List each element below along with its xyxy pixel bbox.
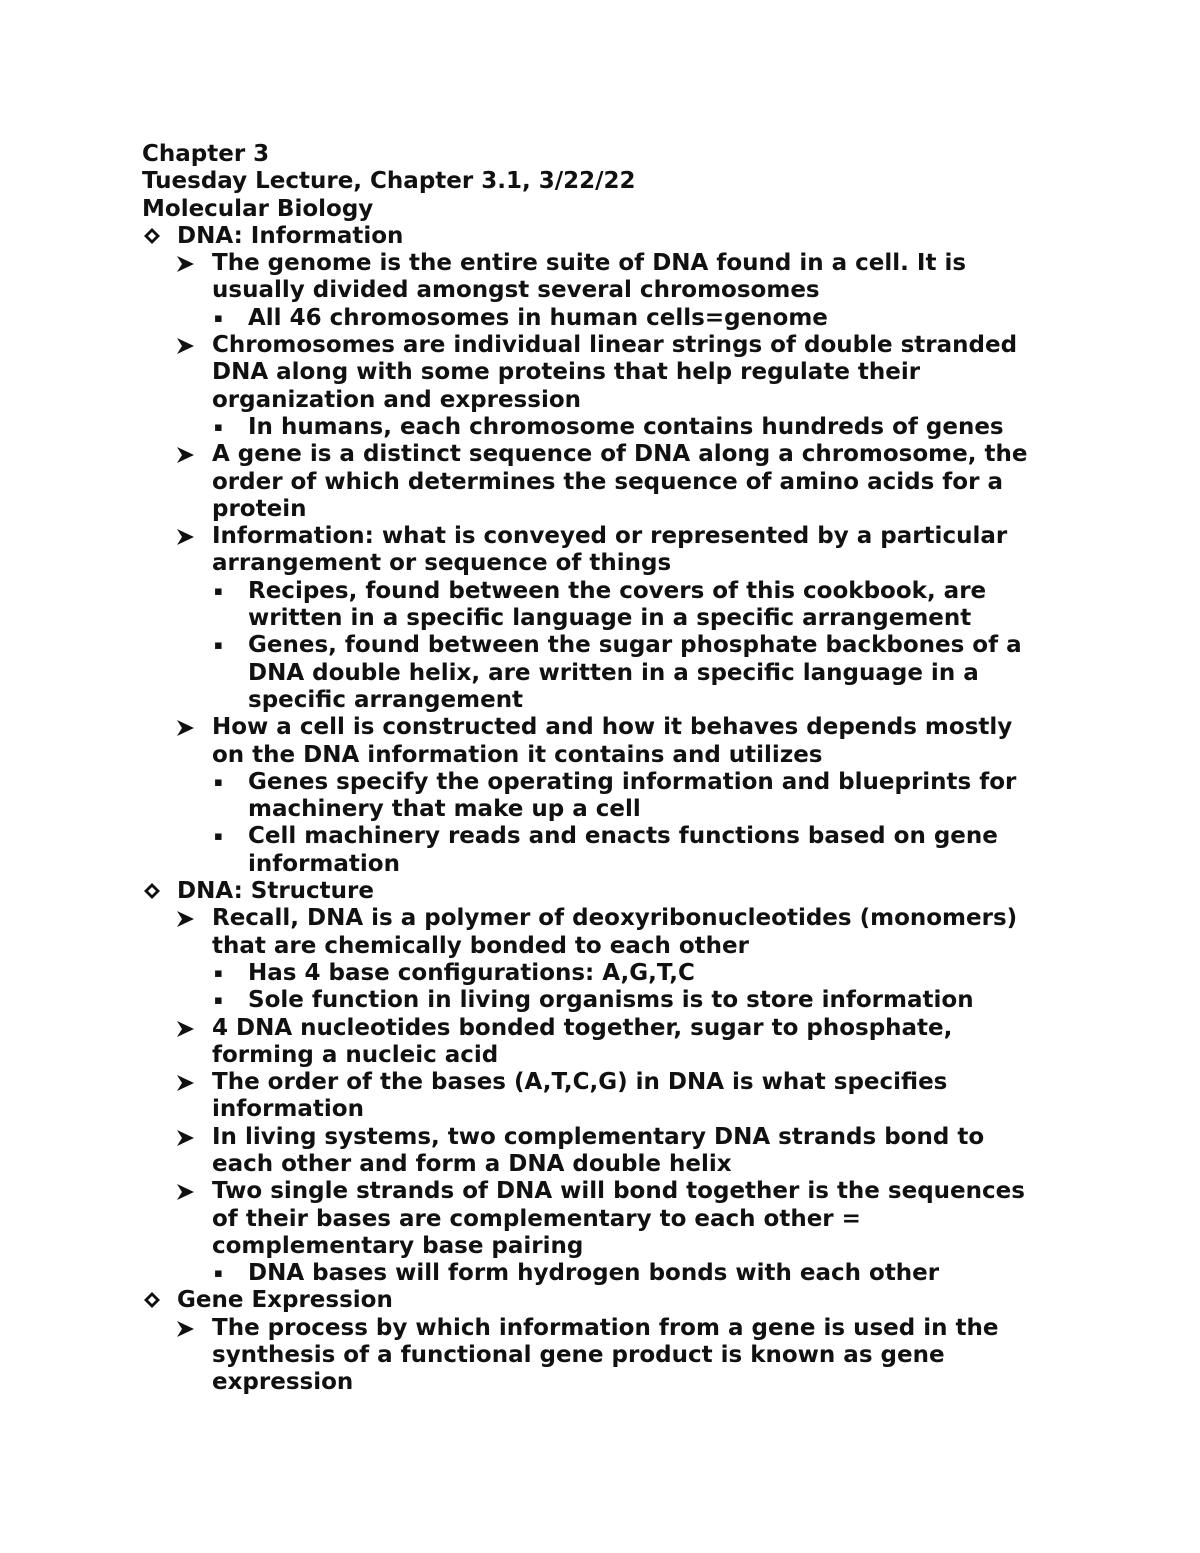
diamond-bullet-icon (143, 223, 161, 245)
sub-list-item-text: Genes specify the operating information and blueprints for (248, 768, 1017, 795)
list-item-text: that are chemically bonded to each other (212, 932, 749, 959)
course-title: Molecular Biology (142, 195, 374, 222)
list-item (142, 1015, 1062, 1070)
square-bullet-icon: ▪ (214, 965, 223, 981)
section (142, 223, 1062, 250)
diamond-bullet-icon (143, 878, 161, 900)
list-item-text: complementary base pairing (212, 1232, 584, 1259)
arrow-bullet-icon (176, 1315, 196, 1338)
sub-list-item-text: written in a specific language in a specific arrangement (248, 605, 972, 632)
arrow-bullet-icon (176, 441, 196, 464)
list-item-text: A gene is a distinct sequence of DNA along a chromosome, the (212, 441, 1028, 468)
sub-list-item-text: Has 4 base configurations: A,G,T,C (248, 959, 695, 986)
arrow-bullet-icon (176, 250, 196, 273)
arrow-bullet-icon (176, 523, 196, 546)
section (142, 878, 1062, 905)
list-item-text: DNA along with some proteins that help regulate their (212, 359, 921, 386)
diamond-bullet-icon (143, 1287, 161, 1309)
list-item-text: The process by which information from a gene is used in the (212, 1314, 999, 1341)
square-bullet-icon: ▪ (214, 829, 223, 845)
square-bullet-icon: ▪ (214, 1266, 223, 1282)
list-item (142, 905, 1062, 960)
list-item-text: organization and expression (212, 386, 581, 413)
sub-list-item-text: All 46 chromosomes in human cells=genome (248, 304, 828, 331)
list-item-text: on the DNA information it contains and utilizes (212, 741, 823, 768)
sub-list-item-text: information (248, 850, 400, 877)
sub-list-item-text: machinery that make up a cell (248, 796, 641, 823)
chapter-heading: Chapter 3 (142, 141, 270, 167)
list-item-text: order of which determines the sequence of amino acids for a (212, 468, 1003, 495)
square-bullet-icon: ▪ (214, 419, 223, 435)
sub-list-item-text: DNA double helix, are written in a specific language in a (248, 659, 979, 686)
section (142, 1287, 1062, 1314)
list-item (142, 523, 1062, 578)
outline (142, 223, 1062, 1397)
list-item-text: Two single strands of DNA will bond together is the sequences (212, 1178, 1025, 1205)
sub-list-item (142, 960, 1062, 987)
arrow-bullet-icon (176, 714, 196, 737)
list-item (142, 250, 1062, 305)
arrow-bullet-icon (176, 905, 196, 928)
list-item-text: expression (212, 1369, 354, 1396)
list-item-text: forming a nucleic acid (212, 1041, 499, 1068)
list-item-text: Recall, DNA is a polymer of deoxyribonucleotides (monomers) (212, 905, 1018, 932)
arrow-bullet-icon (176, 1069, 196, 1092)
square-bullet-icon: ▪ (214, 993, 223, 1009)
list-item (142, 1069, 1062, 1124)
square-bullet-icon: ▪ (214, 774, 223, 790)
lecture-notes-page (142, 141, 1062, 1397)
sub-list-item (142, 987, 1062, 1014)
section-title: DNA: Information (177, 222, 404, 249)
list-item-text: The order of the bases (A,T,C,G) in DNA is what specifies (212, 1069, 948, 1096)
list-item (142, 714, 1062, 769)
list-item-text: Information: what is conveyed or represented by a particular (212, 523, 1008, 550)
list-item (142, 1178, 1062, 1260)
list-item-text: protein (212, 495, 307, 522)
list-item-text: How a cell is constructed and how it behaves depends mostly (212, 714, 1013, 741)
sub-list-item (142, 823, 1062, 878)
sub-list-item-text: Recipes, found between the covers of this cookbook, are (248, 577, 987, 604)
list-item-text: In living systems, two complementary DNA strands bond to (212, 1123, 985, 1150)
list-item (142, 441, 1062, 523)
sub-list-item-text: Cell machinery reads and enacts functions based on gene (248, 823, 998, 850)
sub-list-item-text: In humans, each chromosome contains hundreds of genes (248, 413, 1004, 440)
sub-list-item-text: specific arrangement (248, 686, 524, 713)
sub-list-item (142, 305, 1062, 332)
arrow-bullet-icon (176, 1178, 196, 1201)
arrow-bullet-icon (176, 1124, 196, 1147)
list-item-text: each other and form a DNA double helix (212, 1150, 732, 1177)
list-item-text: synthesis of a functional gene product is known as gene (212, 1342, 945, 1369)
sub-list-item (142, 414, 1062, 441)
list-item (142, 1124, 1062, 1179)
sub-list-item (142, 1260, 1062, 1287)
sub-list-item (142, 769, 1062, 824)
list-item-text: Chromosomes are individual linear strings of double stranded (212, 332, 1018, 359)
sub-list-item-text: DNA bases will form hydrogen bonds with each other (248, 1260, 940, 1287)
lecture-info: Tuesday Lecture, Chapter 3.1, 3/22/22 (142, 168, 636, 195)
list-item (142, 332, 1062, 414)
square-bullet-icon: ▪ (214, 638, 223, 654)
sub-list-item (142, 632, 1062, 714)
section-title: DNA: Structure (177, 878, 374, 905)
list-item-text: 4 DNA nucleotides bonded together, sugar to phosphate, (212, 1014, 953, 1041)
sub-list-item-text: Sole function in living organisms is to store information (248, 987, 974, 1014)
sub-list-item-text: Genes, found between the sugar phosphate backbones of a (248, 632, 1022, 659)
list-item-text: information (212, 1096, 364, 1123)
list-item-text: usually divided amongst several chromosomes (212, 277, 820, 304)
list-item-text: The genome is the entire suite of DNA found in a cell. It is (212, 250, 967, 277)
list-item (142, 1315, 1062, 1397)
square-bullet-icon: ▪ (214, 583, 223, 599)
arrow-bullet-icon (176, 1015, 196, 1038)
list-item-text: arrangement or sequence of things (212, 550, 672, 577)
sub-list-item (142, 578, 1062, 633)
square-bullet-icon: ▪ (214, 310, 223, 326)
list-item-text: of their bases are complementary to each other = (212, 1205, 861, 1232)
section-title: Gene Expression (177, 1287, 393, 1314)
arrow-bullet-icon (176, 332, 196, 355)
